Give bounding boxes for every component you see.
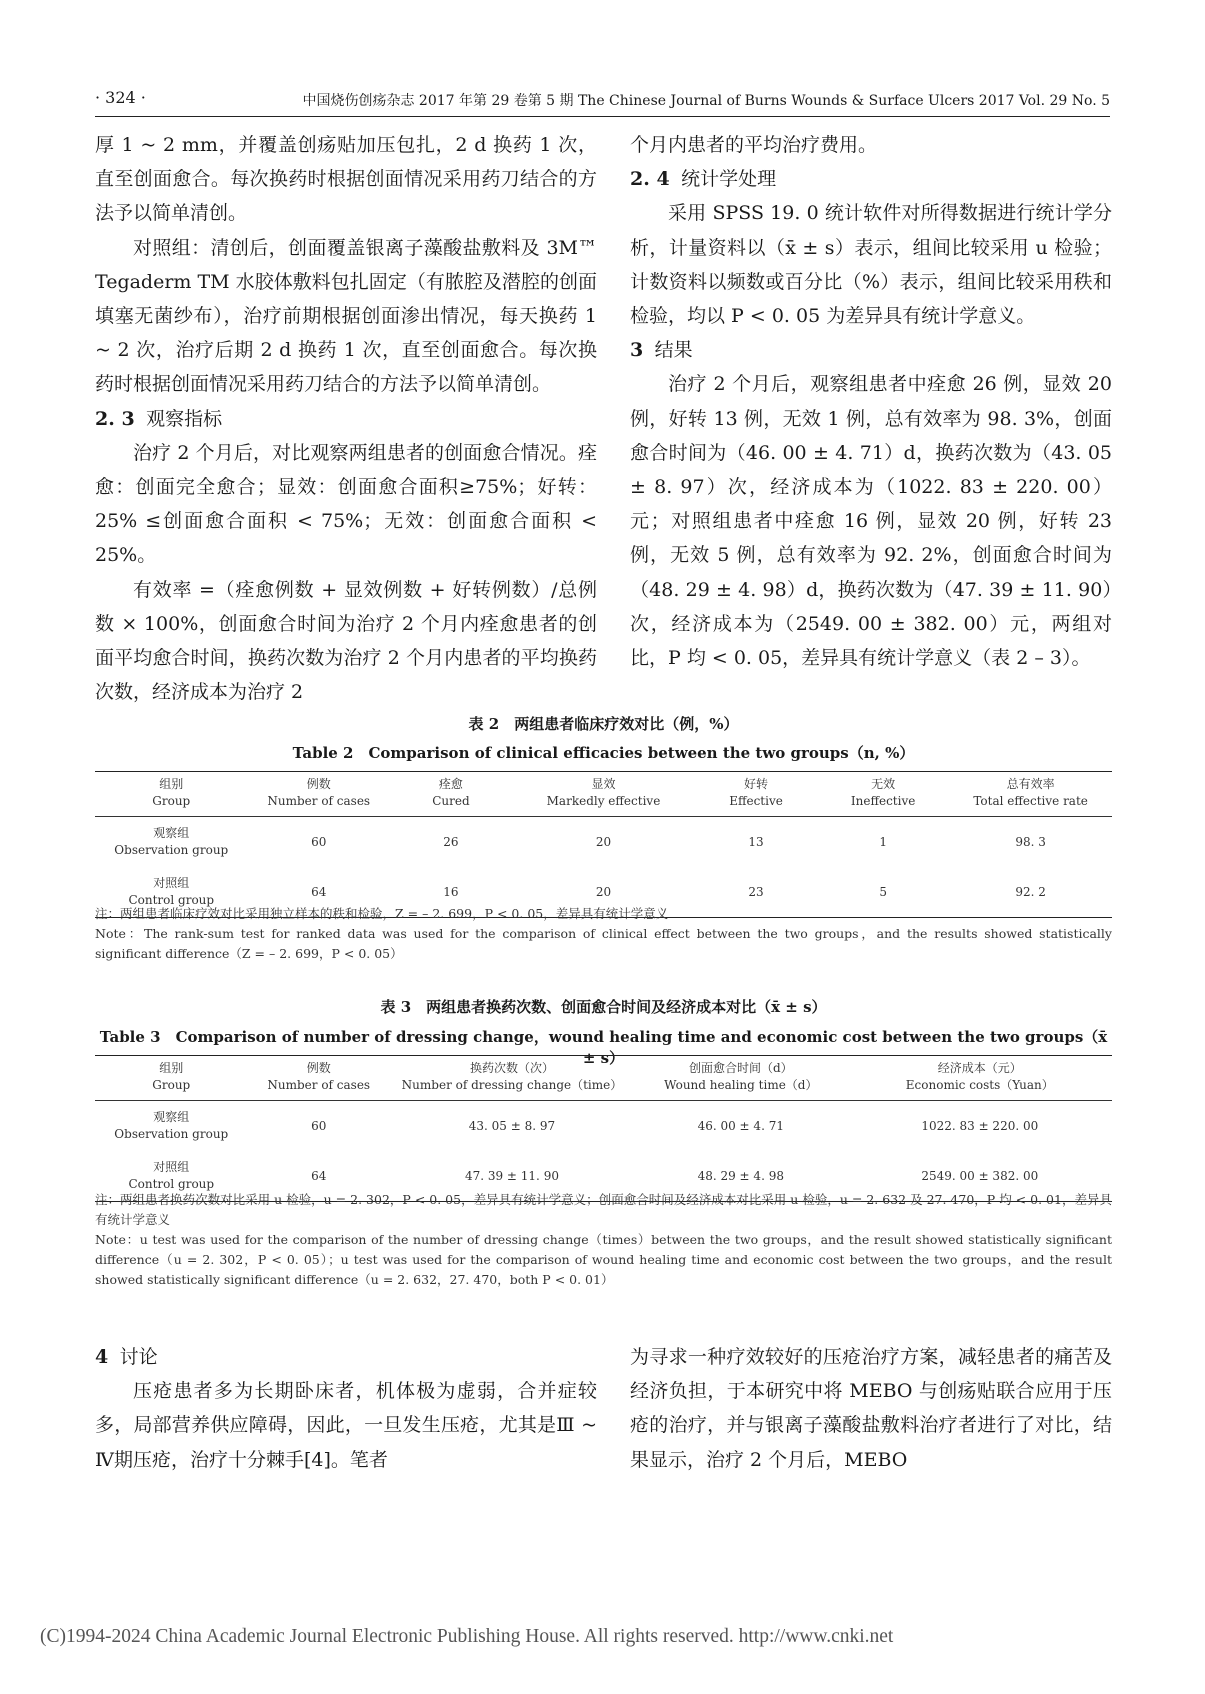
copyright-watermark: (C)1994-2024 China Academic Journal Electronic Publishing House. All rights reserved. http://www.cnki.net [40, 1626, 894, 1647]
table-cell: 43. 05 ± 8. 97 [468, 1118, 556, 1133]
table-3 [95, 1055, 1112, 1202]
note-en: Note：u test was used for the comparison of the number of dressing change（times）between the two groups，and the result showed statistically significant difference（u = 2. 302，P < 0. 05）；u test was used for the comparison of wound healing time and economic cost between the two groups，and the result showed statistically significant difference（u = 2. 632，27. 470，both P < 0. 01） [95, 1232, 1112, 1287]
table-cell: 13 [748, 834, 764, 849]
section-heading-2-3 [95, 402, 597, 436]
table-cell: 48. 29 ± 4. 98 [697, 1168, 784, 1183]
table-cell: 60 [311, 834, 327, 849]
table3-caption-en: Table 3 Comparison of number of dressing change，wound healing time and economic cost between the two groups（x̄ ± s） [99, 1028, 1108, 1067]
header-cell: 无效 Ineffective [850, 777, 916, 808]
paragraph-criteria: 治疗 2 个月后，对比观察两组患者的创面愈合情况。痊愈：创面完全愈合；显效：创面愈合面积≥75%；好转：25% ≤创面愈合面积 < 75%；无效：创面愈合面积 < 25%。 [95, 441, 597, 567]
table-header-row [95, 772, 1112, 817]
paragraph: 厚 1 ~ 2 mm，并覆盖创疡贴加压包扎，2 d 换药 1 次，直至创面愈合。每次换药时根据创面情况采用药刀结合的方法予以简单清创。 [95, 134, 597, 225]
header-cell: 经济成本（元） Economic costs（Yuan） [905, 1061, 1054, 1092]
paragraph: 个月内患者的平均治疗费用。 [630, 134, 878, 156]
paragraph-control-group: 对照组：清创后，创面覆盖银离子藻酸盐敷料及 3M™ Tegaderm TM 水胶体敷料包扎固定（有脓腔及潜腔的创面填塞无菌纱布），治疗前期根据创面渗出情况，每天换药 1 ~ 2 次，治疗后期 2 d 换药 1 次，直至创面愈合。每次换药时根据创面情况采用药刀结合的方法予以简单清创。 [95, 236, 597, 396]
table-header-row [95, 1056, 1112, 1101]
header-cell: 好转 Effective [729, 777, 783, 808]
table-row [95, 817, 1112, 868]
table3-caption-zh: 表 3 两组患者换药次数、创面愈合时间及经济成本对比（x̄ ± s） [380, 998, 827, 1016]
journal-title: 中国烧伤创疡杂志 2017 年第 29 卷第 5 期 The Chinese Journal of Burns Wounds & Surface Ulcers 2017 Vol. 29 No. 5 [302, 93, 1110, 109]
section-title: 统计学处理 [681, 168, 777, 191]
table-cell: 47. 39 ± 11. 90 [464, 1168, 559, 1183]
group-cell: 观察组 Observation group [114, 826, 229, 857]
section-title: 结果 [654, 339, 693, 362]
group-cell: 对照组 Control group [128, 876, 215, 907]
discussion-left-column [95, 1340, 597, 1477]
section-heading-3 [630, 333, 1112, 367]
table-2 [95, 771, 1112, 918]
table-row [95, 1101, 1112, 1152]
table-cell: 64 [311, 1168, 327, 1183]
table-cell: 20 [595, 884, 612, 899]
section-number: 2. 3 [95, 407, 135, 430]
group-cell: 对照组 Control group [128, 1160, 215, 1191]
section-number: 3 [630, 339, 644, 362]
table2-caption-en: Table 2 Comparison of clinical efficacies between the two groups（n, %） [292, 744, 915, 762]
paragraph-statistics: 采用 SPSS 19. 0 统计软件对所得数据进行统计学分析，计量资料以（x̄ ± s）表示，组间比较采用 u 检验；计数资料以频数或百分比（%）表示，组间比较采用秩和检验，均以 P < 0. 05 为差异具有统计学意义。 [630, 202, 1112, 328]
header-cell: 痊愈 Cured [432, 777, 470, 808]
table-cell: 16 [443, 884, 459, 899]
table-cell: 2549. 00 ± 382. 00 [921, 1168, 1039, 1183]
header-cell: 组别 Group [152, 777, 191, 808]
table2-caption-zh: 表 2 两组患者临床疗效对比（例，%） [468, 715, 739, 733]
table2-note [95, 904, 1112, 964]
right-column [630, 128, 1112, 675]
paragraph-results: 治疗 2 个月后，观察组患者中痊愈 26 例，显效 20 例，好转 13 例，无效 1 例，总有效率为 98. 3%，创面愈合时间为（46. 00 ± 4. 71）d，换药次数为（43. 05 ± 8. 97）次，经济成本为（1022. 83 ± 220. 00）元；对照组患者中痊愈 16 例，显效 20 例，好转 23 例，无效 5 例，总有效率为 92. 2%，创面愈合时间为（48. 29 ± 4. 98）d，换药次数为（47. 39 ± 11. 90）次，经济成本为（2549. 00 ± 382. 00）元，两组对比，P 均 < 0. 05，差异具有统计学意义（表 2 – 3）。 [630, 373, 1112, 670]
section-number: 4 [95, 1346, 109, 1368]
header-cell: 例数 Number of cases [267, 777, 371, 808]
running-header [95, 88, 1110, 117]
section-heading-2-4 [630, 162, 1112, 196]
table3-note [95, 1190, 1112, 1290]
table-cell: 26 [443, 834, 459, 849]
header-cell: 例数 Number of cases [267, 1061, 371, 1092]
table-cell: 92. 2 [1015, 884, 1046, 899]
table-cell: 20 [595, 834, 612, 849]
section-number: 2. 4 [630, 168, 670, 191]
note-en: Note：The rank-sum test for ranked data was used for the comparison of clinical effect between the two groups，and the results showed statistically significant difference（Z = – 2. 699，P < 0. 05） [95, 926, 1112, 961]
paragraph-discussion: 压疮患者多为长期卧床者，机体极为虚弱，合并症较多，局部营养供应障碍，因此，一旦发生压疮，尤其是Ⅲ ~ Ⅳ期压疮，治疗十分棘手[4]。笔者 [95, 1380, 597, 1471]
header-cell: 创面愈合时间（d） Wound healing time（d） [664, 1061, 818, 1092]
table-cell: 5 [879, 884, 887, 899]
left-column [95, 128, 597, 709]
header-cell: 显效 Markedly effective [546, 777, 661, 808]
header-cell: 总有效率 Total effective rate [973, 777, 1088, 808]
discussion-right-column [630, 1340, 1112, 1477]
note-zh: 注：两组患者换药次数对比采用 u 检验，u = 2. 302，P < 0. 05，差异具有统计学意义；创面愈合时间及经济成本对比采用 u 检验，u = 2. 632 及 27. 470，P 均 < 0. 01，差异具有统计学意义 [95, 1192, 1112, 1227]
paragraph-efficacy-formula: 有效率 =（痊愈例数 + 显效例数 + 好转例数）/总例数 × 100%，创面愈合时间为治疗 2 个月内痊愈患者的创面平均愈合时间，换药次数为治疗 2 个月内患者的平均换药次数，经济成本为治疗 2 [95, 578, 597, 704]
group-cell: 观察组 Observation group [114, 1110, 229, 1141]
section-title: 讨论 [119, 1346, 158, 1368]
table-cell: 46. 00 ± 4. 71 [697, 1118, 784, 1133]
section-heading-4 [95, 1340, 597, 1374]
section-title: 观察指标 [146, 407, 223, 430]
table-cell: 1 [879, 834, 887, 849]
paragraph-discussion-cont: 为寻求一种疗效较好的压疮治疗方案，减轻患者的痛苦及经济负担，于本研究中将 MEBO 与创疡贴联合应用于压疮的治疗，并与银离子藻酸盐敷料治疗者进行了对比，结果显示，治疗 2 个月后，MEBO [630, 1346, 1112, 1471]
note-zh: 注：两组患者临床疗效对比采用独立样本的秩和检验，Z = – 2. 699，P < 0. 05，差异具有统计学意义 [95, 906, 669, 921]
table-cell: 64 [311, 884, 327, 899]
table-cell: 23 [748, 884, 764, 899]
table-cell: 60 [311, 1118, 327, 1133]
table-cell: 98. 3 [1015, 834, 1046, 849]
header-cell: 组别 Group [152, 1061, 191, 1092]
header-cell: 换药次数（次） Number of dressing change（time） [401, 1061, 623, 1092]
page-number: · 324 · [95, 88, 146, 107]
table-cell: 1022. 83 ± 220. 00 [921, 1118, 1039, 1133]
